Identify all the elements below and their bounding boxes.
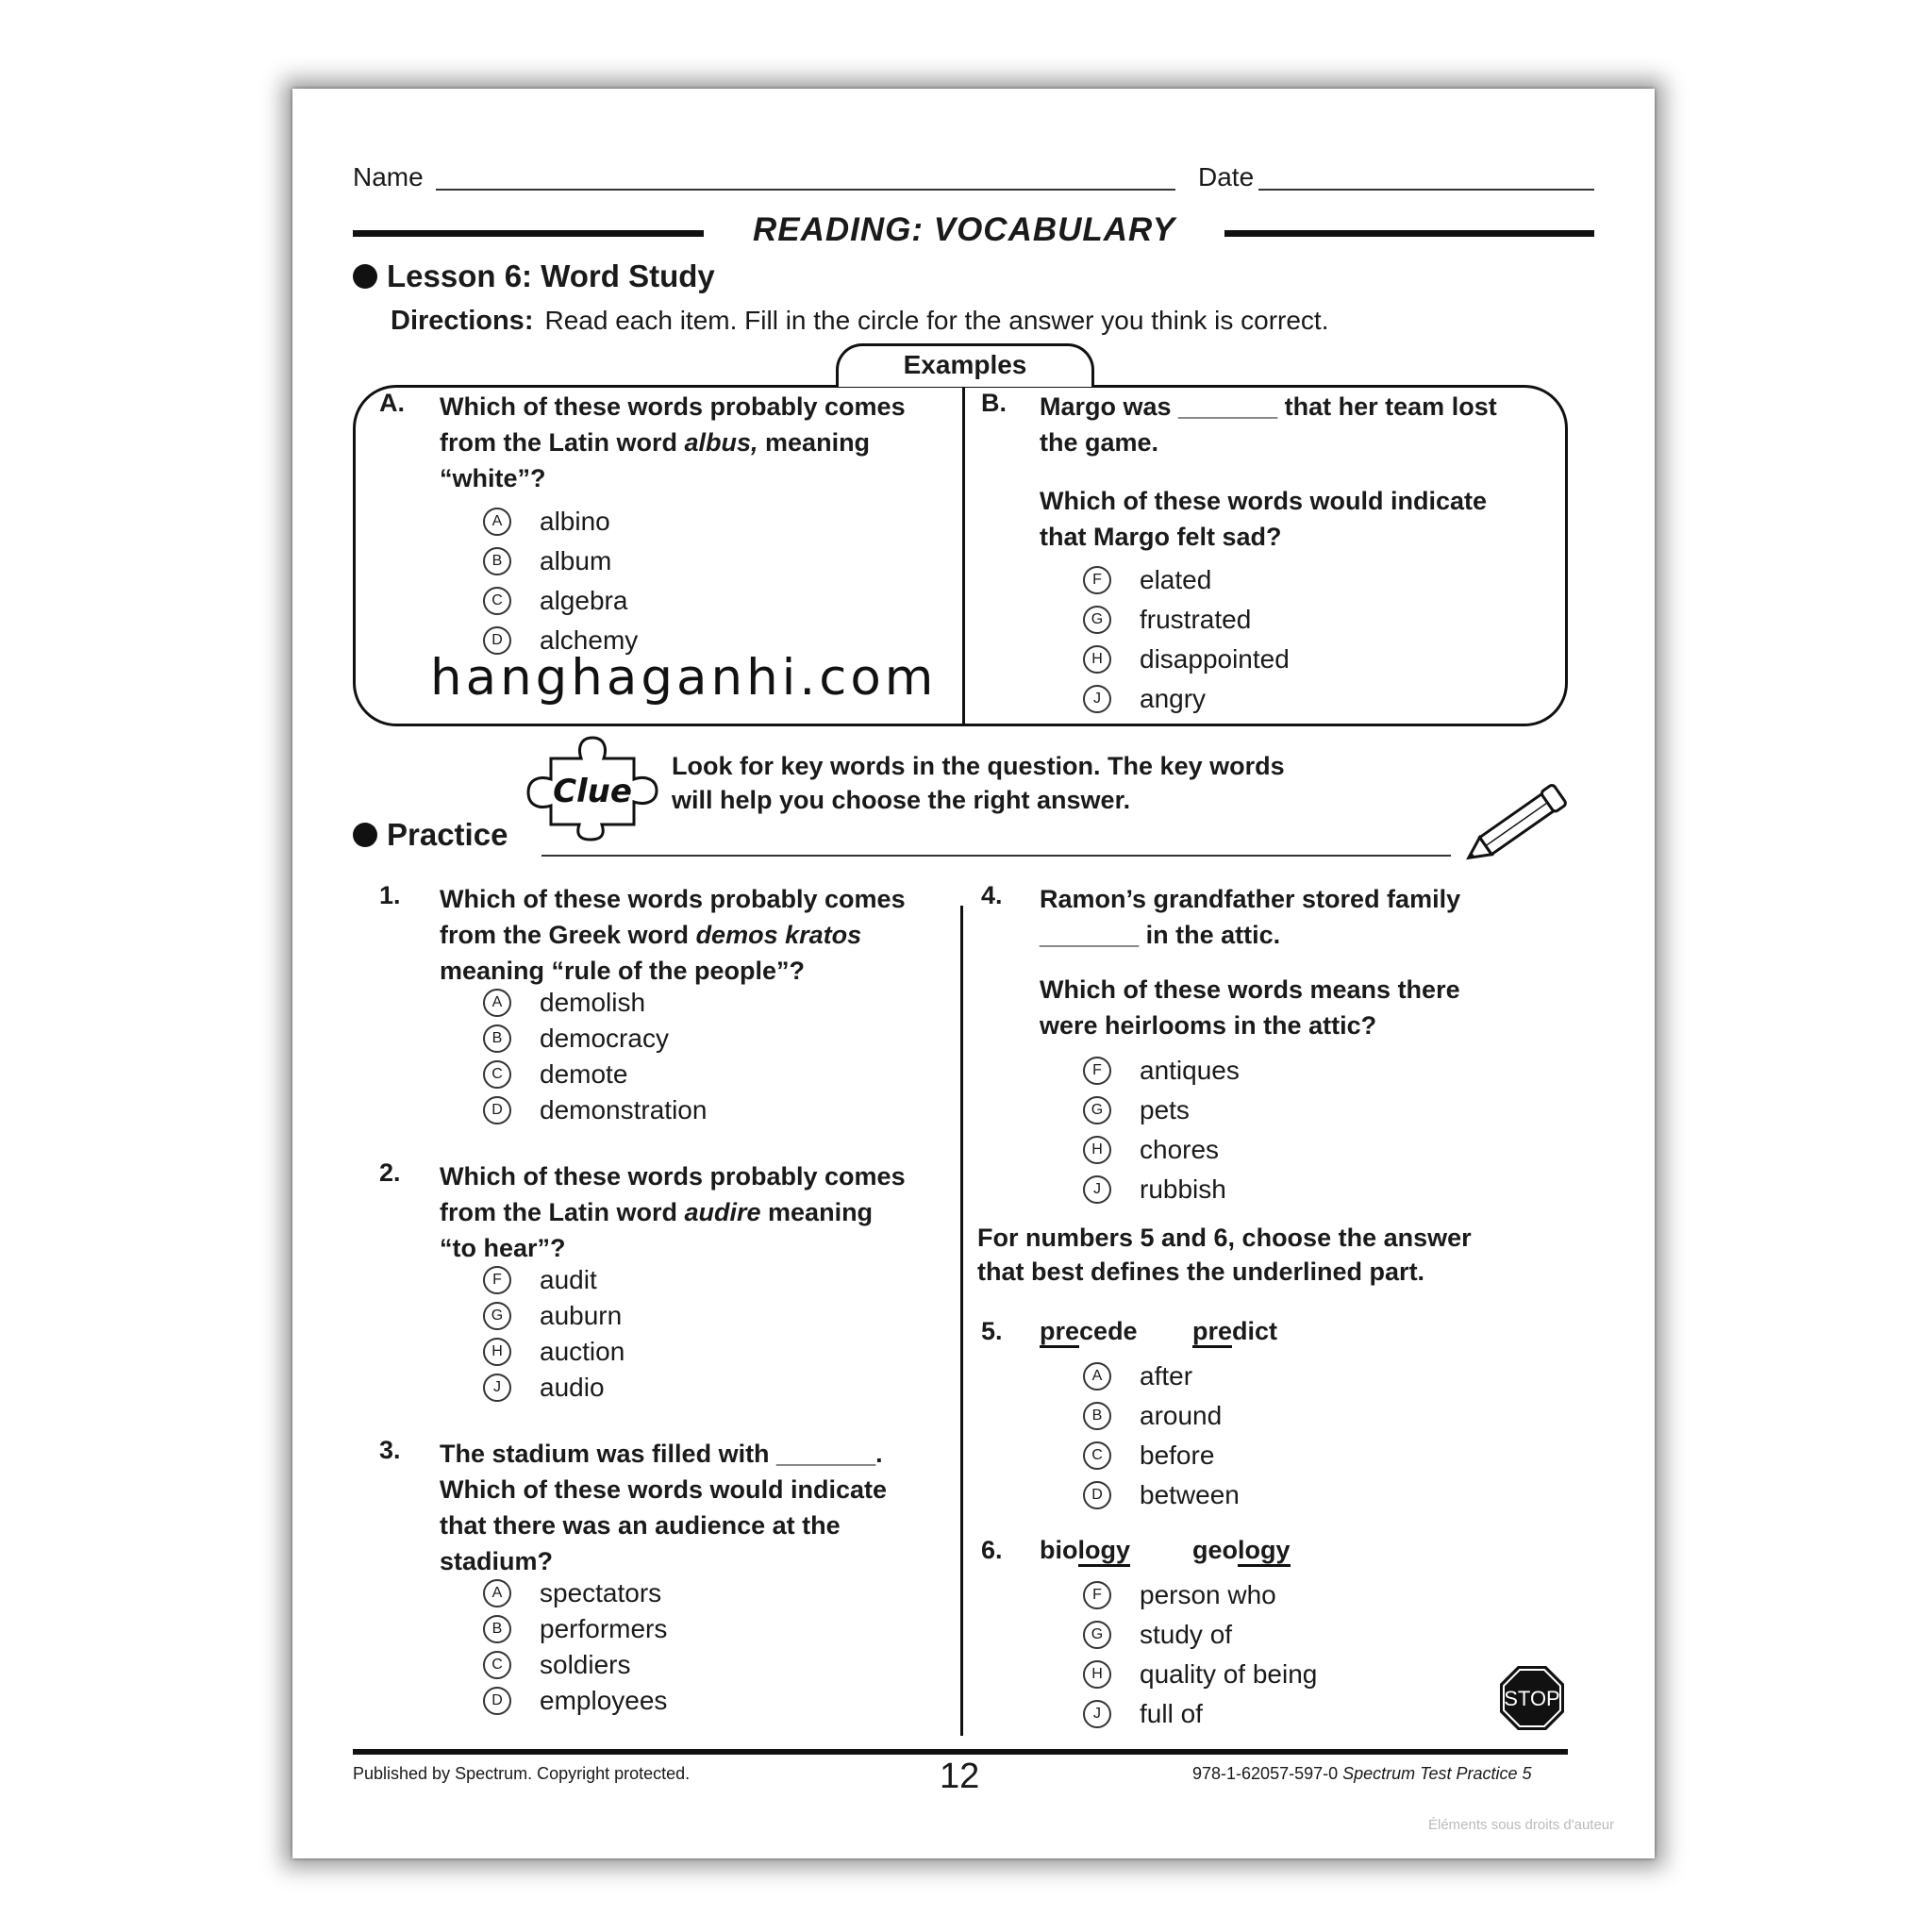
question-4-number: 4. bbox=[981, 881, 1003, 909]
answer-option[interactable]: J rubbish bbox=[1083, 1170, 1240, 1209]
answer-bubble[interactable]: A bbox=[483, 1579, 511, 1607]
stop-sign-icon bbox=[1498, 1664, 1566, 1732]
svg-text:STOP: STOP bbox=[1504, 1687, 1560, 1710]
title-rule-left bbox=[353, 230, 704, 237]
isbn-line: 978-1-62057-597-0 Spectrum Test Practice 5 bbox=[1192, 1764, 1532, 1783]
svg-text:Clue: Clue bbox=[553, 773, 632, 810]
answer-bubble[interactable]: C bbox=[483, 1060, 511, 1089]
answer-bubble[interactable]: H bbox=[1083, 1136, 1111, 1164]
question-6-options bbox=[1083, 1575, 1317, 1734]
answer-bubble[interactable]: F bbox=[1083, 1057, 1111, 1085]
answer-option[interactable]: A after bbox=[1083, 1357, 1240, 1396]
answer-bubble[interactable]: D bbox=[483, 1687, 511, 1715]
answer-option[interactable]: F antiques bbox=[1083, 1051, 1240, 1091]
answer-bubble[interactable]: A bbox=[483, 508, 511, 536]
answer-option[interactable]: D demonstration bbox=[483, 1092, 707, 1128]
answer-bubble[interactable]: A bbox=[1083, 1362, 1111, 1391]
footer-rule bbox=[353, 1749, 1568, 1755]
answer-bubble[interactable]: H bbox=[483, 1338, 511, 1366]
answer-option[interactable]: D employees bbox=[483, 1683, 667, 1719]
answer-option[interactable]: C soldiers bbox=[483, 1647, 667, 1683]
answer-bubble[interactable]: A bbox=[483, 989, 511, 1017]
answer-bubble[interactable]: F bbox=[483, 1266, 511, 1294]
answer-option[interactable]: A demolish bbox=[483, 985, 707, 1021]
answer-bubble[interactable]: F bbox=[1083, 1581, 1111, 1609]
answer-bubble[interactable]: D bbox=[1083, 1481, 1111, 1509]
worksheet-page bbox=[292, 89, 1655, 1858]
answer-option[interactable]: G study of bbox=[1083, 1615, 1317, 1655]
name-field-line[interactable] bbox=[436, 189, 1175, 191]
answer-option[interactable]: C demote bbox=[483, 1057, 707, 1092]
publisher-note: Published by Spectrum. Copyright protected. bbox=[353, 1764, 691, 1783]
answer-bubble[interactable]: C bbox=[483, 1651, 511, 1679]
answer-option[interactable]: A albino bbox=[483, 502, 638, 541]
answer-option[interactable]: C before bbox=[1083, 1436, 1240, 1475]
answer-option[interactable]: H quality of being bbox=[1083, 1655, 1317, 1694]
name-label: Name bbox=[353, 162, 424, 192]
page-number: 12 bbox=[940, 1757, 980, 1796]
bullet-icon bbox=[353, 823, 377, 847]
example-b-prompt: Which of these words would indicate that Margo felt sad? bbox=[1040, 487, 1488, 551]
copyright-note: Éléments sous droits d'auteur bbox=[1428, 1817, 1615, 1833]
example-a-question: Which of these words probably comes from the Latin word albus, meaning “white”? bbox=[440, 392, 906, 492]
question-2-options bbox=[483, 1262, 625, 1406]
date-field-line[interactable] bbox=[1258, 189, 1594, 191]
question-3-text: The stadium was filled with _______. Which of these words would indicate that there was an audience at the stadium? bbox=[440, 1440, 888, 1575]
lesson-heading bbox=[353, 258, 715, 294]
question-1-options bbox=[483, 985, 707, 1128]
lesson-title: Lesson 6: Word Study bbox=[387, 258, 715, 293]
practice-title: Practice bbox=[387, 817, 508, 852]
answer-bubble[interactable]: B bbox=[483, 547, 511, 575]
question-5-word-1: precede bbox=[1040, 1317, 1138, 1346]
answer-option[interactable]: C algebra bbox=[483, 581, 638, 621]
practice-rule bbox=[541, 855, 1451, 857]
question-4-prompt: Which of these words means there were heirlooms in the attic? bbox=[1040, 975, 1460, 1040]
answer-option[interactable]: F person who bbox=[1083, 1575, 1317, 1615]
answer-bubble[interactable]: H bbox=[1083, 1660, 1111, 1689]
answer-option[interactable]: J angry bbox=[1083, 679, 1290, 719]
answer-option[interactable]: G pets bbox=[1083, 1091, 1240, 1130]
answer-option[interactable]: J audio bbox=[483, 1370, 625, 1406]
answer-bubble[interactable]: G bbox=[1083, 1096, 1111, 1124]
answer-bubble[interactable]: H bbox=[1083, 645, 1111, 674]
answer-option[interactable]: H auction bbox=[483, 1334, 625, 1370]
answer-bubble[interactable]: G bbox=[1083, 606, 1111, 634]
instruction-5-6: For numbers 5 and 6, choose the answer that best defines the underlined part. bbox=[977, 1224, 1472, 1286]
question-5-options bbox=[1083, 1357, 1240, 1515]
practice-heading bbox=[353, 817, 508, 853]
clue-tip: Look for key words in the question. The key words will help you choose the right answer. bbox=[672, 752, 1285, 814]
answer-bubble[interactable]: B bbox=[1083, 1402, 1111, 1430]
question-4-text: Ramon’s grandfather stored family _______ in the attic. bbox=[1040, 885, 1461, 949]
pencil-icon bbox=[1457, 777, 1579, 872]
question-2-number: 2. bbox=[379, 1158, 401, 1187]
example-b-options bbox=[1083, 560, 1290, 719]
question-5-number: 5. bbox=[981, 1317, 1003, 1345]
answer-bubble[interactable]: B bbox=[483, 1024, 511, 1053]
answer-bubble[interactable]: B bbox=[483, 1615, 511, 1643]
answer-option[interactable]: H disappointed bbox=[1083, 640, 1290, 679]
answer-bubble[interactable]: D bbox=[483, 626, 511, 655]
answer-option[interactable]: F audit bbox=[483, 1262, 625, 1298]
answer-bubble[interactable]: C bbox=[483, 587, 511, 615]
answer-bubble[interactable]: J bbox=[483, 1374, 511, 1402]
answer-bubble[interactable]: D bbox=[483, 1096, 511, 1124]
answer-option[interactable]: H chores bbox=[1083, 1130, 1240, 1170]
answer-bubble[interactable]: G bbox=[1083, 1621, 1111, 1649]
answer-option[interactable]: B democracy bbox=[483, 1021, 707, 1057]
answer-option[interactable]: F elated bbox=[1083, 560, 1290, 600]
directions bbox=[391, 306, 1329, 337]
directions-text: Read each item. Fill in the circle for the answer you think is correct. bbox=[544, 306, 1329, 335]
answer-option[interactable]: B performers bbox=[483, 1611, 667, 1647]
date-label: Date bbox=[1198, 162, 1255, 192]
question-6-word-2: geology bbox=[1192, 1536, 1291, 1565]
watermark-text: hanghaganhi.com bbox=[430, 649, 938, 707]
answer-bubble[interactable]: C bbox=[1083, 1441, 1111, 1470]
directions-label: Directions: bbox=[391, 306, 534, 336]
bullet-icon bbox=[353, 264, 377, 289]
question-4-options bbox=[1083, 1051, 1240, 1209]
answer-option[interactable]: D alchemy bbox=[483, 621, 638, 660]
example-b-question: Margo was _______ that her team lost the game. bbox=[1040, 392, 1497, 457]
answer-option[interactable]: D between bbox=[1083, 1475, 1240, 1515]
answer-option[interactable]: G frustrated bbox=[1083, 600, 1290, 640]
example-a-number: A. bbox=[379, 389, 405, 417]
question-1-number: 1. bbox=[379, 881, 401, 909]
answer-bubble[interactable]: J bbox=[1083, 1700, 1111, 1728]
examples-divider bbox=[962, 387, 965, 724]
title-rule-right bbox=[1224, 230, 1594, 237]
example-b-number: B. bbox=[981, 389, 1007, 417]
answer-option[interactable]: G auburn bbox=[483, 1298, 625, 1334]
answer-bubble[interactable]: F bbox=[1083, 566, 1111, 594]
question-1-text: Which of these words probably comes from the Greek word demos kratos meaning “rule of the people”? bbox=[440, 885, 906, 985]
question-6-number: 6. bbox=[981, 1536, 1003, 1564]
question-2-text: Which of these words probably comes from the Latin word audire meaning “to hear”? bbox=[440, 1162, 906, 1262]
question-3-options bbox=[483, 1575, 667, 1719]
answer-option[interactable]: B around bbox=[1083, 1396, 1240, 1436]
puzzle-clue-icon bbox=[523, 730, 670, 841]
answer-bubble[interactable]: J bbox=[1083, 685, 1111, 713]
answer-bubble[interactable]: J bbox=[1083, 1175, 1111, 1204]
question-6-word-1: biology bbox=[1040, 1536, 1130, 1565]
question-3-number: 3. bbox=[379, 1436, 401, 1464]
answer-option[interactable]: B album bbox=[483, 541, 638, 581]
example-a-options bbox=[483, 502, 638, 660]
answer-bubble[interactable]: G bbox=[483, 1302, 511, 1330]
question-5-word-2: predict bbox=[1192, 1317, 1277, 1346]
answer-option[interactable]: J full of bbox=[1083, 1694, 1317, 1734]
answer-option[interactable]: A spectators bbox=[483, 1575, 667, 1611]
page-title: READING: VOCABULARY bbox=[752, 211, 1176, 248]
column-divider bbox=[960, 906, 963, 1736]
examples-tab: Examples bbox=[836, 343, 1094, 387]
